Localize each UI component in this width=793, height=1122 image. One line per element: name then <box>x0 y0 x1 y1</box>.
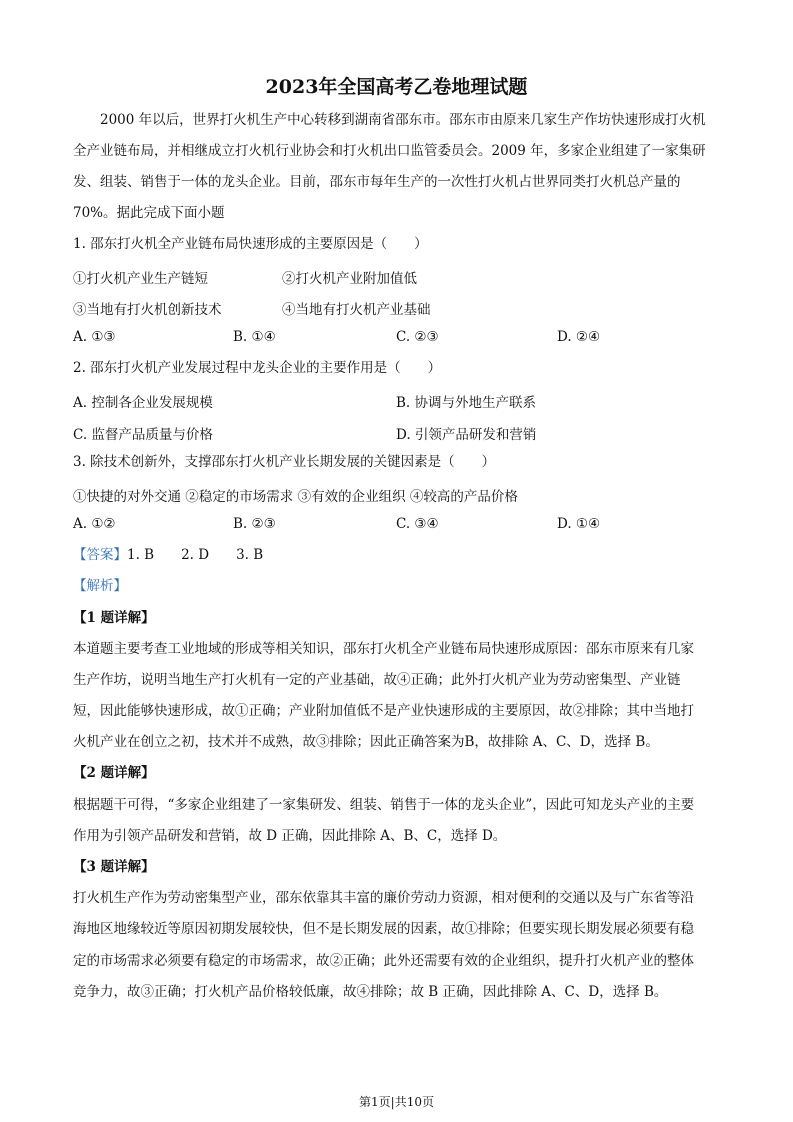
q2-option-a: A. 控制各企业发展规模 <box>73 395 213 411</box>
detail-1-line-3: 短，因此能够快速形成，故①正确；产业附加值低不是产业快速形成的主要原因，故②排除；其中当地打 <box>73 703 694 719</box>
question-1-stem: 1. 邵东打火机全产业链布局快速形成的主要原因是（ ） <box>73 236 428 252</box>
q3-items: ①快捷的对外交通 ②稳定的市场需求 ③有效的企业组织 ④较高的产品价格 <box>73 489 518 505</box>
page-footer: 第1页|共10页 <box>359 1095 434 1109</box>
detail-1-title: 【1 题详解】 <box>73 610 155 626</box>
analysis-label: 【解析】 <box>73 578 127 594</box>
detail-2-line-2: 作用为引领产品研发和营销，故 D 正确，因此排除 A、B、C，选择 D。 <box>73 828 507 844</box>
q1-item-3: ③当地有打火机创新技术 <box>73 302 222 318</box>
question-2-stem: 2. 邵东打火机产业发展过程中龙头企业的主要作用是（ ） <box>73 360 442 376</box>
detail-3-line-3: 定的市场需求必须要有稳定的市场需求，故②正确；此外还需要有效的企业组织，提升打火机产业的整体 <box>73 953 694 969</box>
q2-option-d: D. 引领产品研发和营销 <box>396 427 537 443</box>
answer-label: 【答案】 <box>73 547 127 563</box>
q3-option-a: A. ①② <box>73 516 116 532</box>
q3-option-c: C. ③④ <box>396 516 439 532</box>
q3-option-b: B. ②③ <box>233 516 276 532</box>
page-title: 2023年全国高考乙卷地理试题 <box>265 76 528 98</box>
detail-3-line-1: 打火机生产作为劳动密集型产业，邵东依靠其丰富的廉价劳动力资源，相对便利的交通以及与广东省等沿 <box>73 890 694 906</box>
detail-3-line-4: 竞争力，故③正确；打火机产品价格较低廉，故④排除；故 B 正确，因此排除 A、C、D，选择 B。 <box>73 984 668 1000</box>
intro-line-3: 发、组装、销售于一体的龙头企业。目前，邵东市每年生产的一次性打火机占世界同类打火机总产量的 <box>73 174 681 190</box>
q1-item-1: ①打火机产业生产链短 <box>73 271 208 287</box>
q1-option-a: A. ①③ <box>73 329 116 345</box>
q3-option-d: D. ①④ <box>557 516 601 532</box>
answer-text: 1. B 2. D 3. B <box>127 547 264 563</box>
question-3-stem: 3. 除技术创新外，支撑邵东打火机产业长期发展的关键因素是（ ） <box>73 454 496 470</box>
detail-1-line-1: 本道题主要考查工业地域的形成等相关知识，邵东打火机全产业链布局快速形成原因：邵东市原来有几家 <box>73 641 694 657</box>
intro-line-4: 70%。据此完成下面小题 <box>73 205 225 221</box>
q1-option-b: B. ①④ <box>233 329 276 345</box>
q1-item-4: ④当地有打火机产业基础 <box>282 302 431 318</box>
q1-option-d: D. ②④ <box>557 329 601 345</box>
detail-1-line-2: 生产作坊，说明当地生产打火机有一定的产业基础，故④正确；此外打火机产业为劳动密集型、产业链 <box>73 672 681 688</box>
detail-2-line-1: 根据题干可得，“多家企业组建了一家集研发、组装、销售于一体的龙头企业”，因此可知龙头产业的主要 <box>73 797 695 813</box>
q1-option-c: C. ②③ <box>396 329 439 345</box>
detail-1-line-4: 火机产业在创立之初，技术并不成熟，故③排除；因此正确答案为B，故排除 A、C、D，选择 B。 <box>73 734 659 750</box>
q2-option-b: B. 协调与外地生产联系 <box>396 395 537 411</box>
detail-3-line-2: 海地区地缘较近等原因初期发展较快，但不是长期发展的因素，故①排除；但要实现长期发展必须要有稳 <box>73 921 694 937</box>
intro-line-1: 2000 年以后，世界打火机生产中心转移到湖南省邵东市。邵东市由原来几家生产作坊快速形成打火机 <box>100 112 706 128</box>
q1-item-2: ②打火机产业附加值低 <box>282 271 417 287</box>
detail-3-title: 【3 题详解】 <box>73 859 155 875</box>
answer-row <box>73 547 263 563</box>
q2-option-c: C. 监督产品质量与价格 <box>73 427 213 443</box>
intro-line-2: 全产业链布局，并相继成立打火机行业协会和打火机出口监管委员会。2009 年，多家企业组建了一家集研 <box>73 143 706 159</box>
detail-2-title: 【2 题详解】 <box>73 765 155 781</box>
